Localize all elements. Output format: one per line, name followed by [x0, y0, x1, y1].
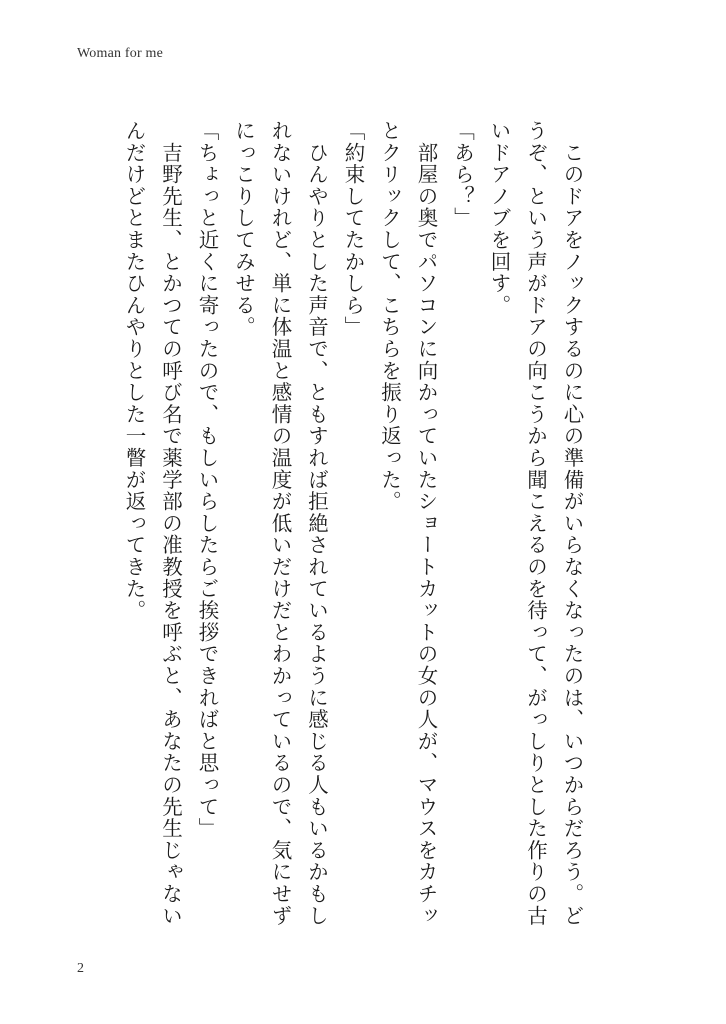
paragraph: 吉野先生、とかつての呼び名で薬学部の准教授を呼ぶと、あなたの先生じゃないんだけどとまたひんやりとした一瞥が返ってきた。 — [122, 120, 183, 927]
paragraph: ひんやりとした声音で、ともすれば拒絶されているように感じる人もいるかもしれないけれど、単に体温と感情の温度が低いだけだとわかっているので、気にせずにっこりしてみせる。 — [231, 120, 329, 927]
paragraph: 部屋の奥でパソコンに向かっていたショートカットの女の人が、マウスをカチッとクリックして、こちらを振り返った。 — [377, 120, 438, 927]
body-text — [116, 120, 591, 940]
paragraph: 「ちょっと近くに寄ったので、もしいらしたらご挨拶できればと思って」 — [195, 120, 219, 840]
page-number: 2 — [77, 961, 84, 976]
paragraph: 「約束してたかしら」 — [341, 120, 365, 338]
paragraph: このドアをノックするのに心の準備がいらなくなったのは、いつからだろう。どうぞ、という声がドアの向こうから聞こえるのを待って、がっしりとした作りの古いドアノブを回す。 — [487, 120, 584, 927]
paragraph: 「あら？」 — [450, 120, 475, 229]
running-header: Woman for me — [77, 46, 164, 61]
